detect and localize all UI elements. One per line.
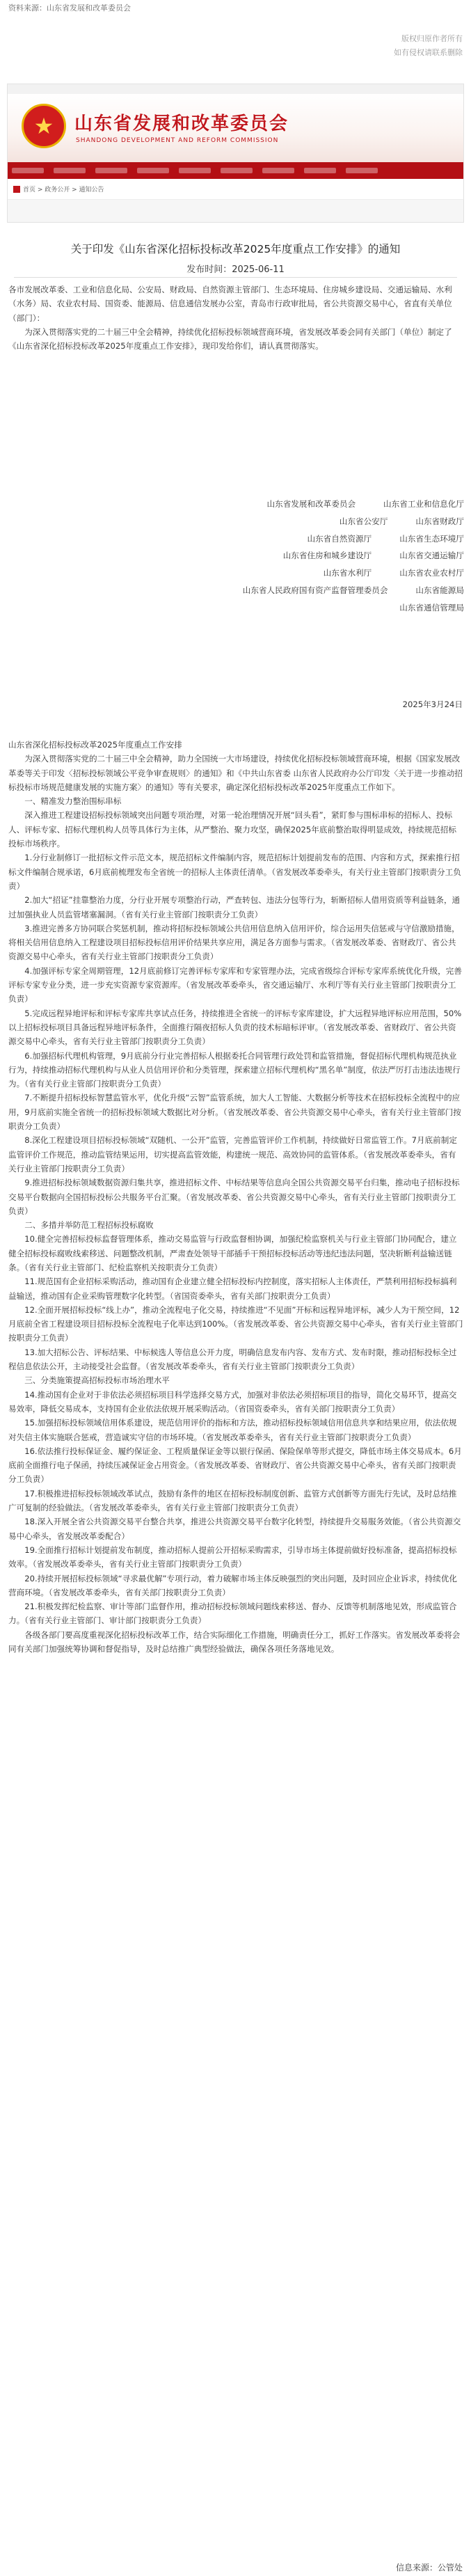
site-nav-bar[interactable] [8,162,463,179]
org-row [0,582,471,599]
org-row [0,547,471,564]
paragraph: 10.健全完善招标投标监督管理体系，推动交易监管与行政监督相协调，加强纪检监察机关与行业主管部门协同配合，建立健全招标投标腐败线索移送、问题整改机制，严肃查处领导干部插手干预招标投标活动等违纪违法问题，坚决斩断利益输送链条。（省有关行业主管部门、纪检监察机关按职责分工负责） [8,1234,457,1272]
org-name: 山东省公安厅 [339,516,388,526]
plan-title: 山东省深化招标投标改革2025年度重点工作安排 [8,740,182,750]
org-name: 山东省能源局 [415,585,464,595]
page-title: 关于印发《山东省深化招标投标改革2025年度重点工作安排》的通知 [70,243,401,255]
paragraph: 7.不断提升招标投标智慧监管水平，优化升级“云智”监管系统，加大人工智能、大数据分析等技术在招标投标全流程中的应用，9月底前实施全省统一的招标投标领域大数据比对分析。（省发展改革委、省公共资源交易中心牵头，省有关行业主管部门按职责分工负责） [8,1093,461,1132]
site-name-cn: 山东省发展和改革委员会 [74,113,289,134]
paragraph: 各级各部门要高度重视深化招标投标改革工作，结合实际细化工作措施，明确责任分工，抓好工作落实。省发展改革委将会同有关部门加强统筹协调和督促指导，及时总结推广典型经验做法，确保各项任务落地见效。 [8,1629,461,1654]
org-row [0,496,471,513]
paragraph: 深入推进工程建设招标投标领域突出问题专项治理，对第一轮治理情况开展“回头看”，紧盯参与围标串标的招标人、投标人、评标专家、招标代理机构人员等具体行为主体，从严整治、聚力攻坚，确保2025年底前整治取得明显成效，持续规范招标投标市场秩序。 [8,810,456,849]
section-heading: 一、精准发力整治围标串标 [24,796,122,807]
section-heading: 二、多措并举防范工程招标投标腐败 [24,1220,154,1231]
divider [14,277,457,278]
section-heading: 三、分类施策提高招标投标市场治理水平 [24,1375,170,1386]
paragraph: 21.积极发挥纪检监察、审计等部门监督作用，推动招标投标领域问题线索移送、督办、反馈等机制落地见效，形成监管合力。（省有关行业主管部门、审计部门按职责分工负责） [8,1602,457,1626]
publish-date: 发布时间：2025-06-11 [186,264,285,275]
paragraph: 12.全面开展招标投标“线上办”，推动全流程电子化交易，持续推进“不见面”开标和远程异地评标，减少人为干预空间，12月底前全省工程建设项目招标投标全流程电子化率达到100%。（省发展改革委、省公共资源交易中心牵头，省有关行业主管部门按职责分工负责） [8,1304,463,1343]
paragraph: 11.规范国有企业招标采购活动，推动国有企业建立健全招标投标内控制度，落实招标人主体责任，严禁利用招标投标搞利益输送，推动国有企业采购管理数字化转型。（省国资委牵头，省有关部门按职责分工负责） [8,1277,457,1301]
paragraph: 3.推进完善多方协同联合奖惩机制，推动将招标投标领域公共信用信息纳入信用评价，综合运用失信惩戒与守信激励措施，将相关信用信息纳入工程建设项目招标投标信用评价结果共享应用，满足各方面参与需求。（省发展改革委、省财政厅、省公共资源交易中心牵头，省有关行业主管部门按职责分工负责） [8,923,460,962]
paragraph: 6.加强招标代理机构管理，9月底前分行业完善招标人根据委托合同管理行政处罚和监管措施，督促招标代理机构规范执业行为，持续推动招标代理机构与从业人员信用评价和分类管理，探索建立招标代理机构“黑名单”制度，依法严厉打击违法违规行为。（省有关行业主管部门按职责分工负责） [8,1050,461,1089]
org-row [0,530,471,548]
site-utility-bar [8,84,463,94]
org-name: 山东省住房和城乡建设厅 [282,551,372,561]
issuing-orgs [0,496,471,617]
paragraph: 20.持续开展招标投标领域“寻求最优解”专项行动，着力破解市场主体反映强烈的突出问题，及时回应企业诉求，持续优化营商环境。（省发展改革委牵头，省有关部门按职责分工负责） [8,1573,457,1597]
paragraph: 4.加强评标专家全周期管理，12月底前修订完善评标专家库和专家管理办法，完成省级综合评标专家库系统优化升级，完善评标专家专业分类，进一步充实资源专家资源库。（省发展改革委牵头，省交通运输厅、水利厅等有关行业主管部门按职责分工负责） [8,965,462,1004]
org-name: 山东省工业和信息化厅 [383,499,464,509]
paragraph: 14.推动国有企业对于非依法必须招标项目科学选择交易方式，加强对非依法必须招标项目的指导，简化交易环节，提高交易效率，降低交易成本，支持国有企业依法依规开展采购活动。（省国资委牵头，省有关部门按职责分工负责） [8,1389,457,1414]
copyright-notice [394,32,463,60]
notice-line-1: 版权归原作者所有 [401,34,463,43]
addressee: 各市发展改革委、工业和信息化局、公安局、财政局、自然资源主管部门、生态环境局、住房城乡建设局、交通运输局、水利（水务）局、农业农村局、国资委、能源局、信息通信发展办公室，青岛市行政审批局，省公共资源交易中心，省直有关单位（部门）： [8,285,452,323]
work-plan [8,738,464,1656]
site-name-en: SHANDONG DEVELOPMENT AND REFORM COMMISSION [76,137,279,144]
paragraph: 19.全面推行招标计划提前发布制度，推动招标人提前公开招标采购需求，引导市场主体提前做好投标准备，提高招标投标效率。（省发展改革委牵头，省有关行业主管部门按职责分工负责） [8,1544,457,1570]
site-screenshot [7,84,464,223]
org-name: 山东省发展和改革委员会 [266,499,356,509]
paragraph: 8.深化工程建设项目招标投标领域“双随机、一公开”监管，完善监管评价工作机制，持续做好日常监管工作。7月底前制定监管评价工作规范，推动监管结果运用，切实提高监管效能，构建统一规范、高效协同的监管体系。（省发展改革委牵头，省有关行业主管部门按职责分工负责） [8,1135,457,1174]
paragraph: 18.深入开展全省公共资源交易平台整合共享，推进公共资源交易平台数字化转型，持续提升交易服务效能。（省公共资源交易中心牵头，省发展改革委配合） [8,1517,461,1541]
org-name: 山东省通信管理局 [399,602,464,613]
org-name: 山东省人民政府国有资产监督管理委员会 [242,585,388,595]
paragraph: 9.推进招标投标领域数据资源归集共享，推进招标文件、中标结果等信息向全国公共资源交易平台归集，推动电子招标投标交易平台数据向全国招标投标公共服务平台汇聚。（省发展改革委、省公共资源交易中心牵头，省有关行业主管部门按职责分工负责） [8,1178,460,1216]
paragraph: 5.完成远程异地评标和评标专家库共享试点任务，持续推进全省统一的评标专家库建设，扩大远程异地评标应用范围，50%以上招标投标项目具备远程异地评标条件，全面推行隔夜招标人负责的技术标暗标评审。（省发展改革委、省财政厅、省公共资源交易中心牵头，省有关行业主管部门按职责分工负责） [8,1008,462,1047]
site-banner [8,94,463,162]
org-row [0,599,471,617]
paragraph: 15.加强招标投标领域信用体系建设，规范信用评价的指标和方法，推动招标投标领域信用信息共享和结果应用，依法依规对失信主体实施联合惩戒，营造诚实守信的市场环境。（省发展改革委牵头，省有关行业主管部门按职责分工负责） [8,1418,457,1442]
org-name: 山东省财政厅 [415,516,464,526]
notice-line-2: 如有侵权请联系删除 [394,48,463,57]
paragraph: 17.积极推进招标投标领域改革试点，鼓励有条件的地区在招标投标制度创新、监管方式创新等方面先行先试，及时总结推广可复制的经验做法。（省发展改革委牵头，省有关行业主管部门按职责分工负责） [8,1488,457,1513]
sign-date: 2025年3月24日 [402,700,463,709]
home-icon[interactable] [13,186,20,193]
org-name: 山东省自然资源厅 [307,533,372,544]
info-source: 信息来源：公管处 [395,2563,463,2573]
org-row [0,564,471,582]
org-name: 山东省交通运输厅 [399,551,464,561]
source-label: 资料来源：山东省发展和改革委员会 [8,3,131,13]
national-emblem-icon: ★ [22,104,66,148]
paragraph: 1.分行业制修订一批招标文件示范文本，规范招标文件编制内容，规范招标计划提前发布的范围、内容和方式，探索推行招标文件编制合规承诺，6月底前梳理发布全省统一的招标人主体责任清单。（省发展改革委牵头，有关行业主管部门按职责分工负责） [8,853,461,891]
intro-paragraph: 为深入贯彻落实党的二十届三中全会精神，持续优化招标投标领域营商环境，省发展改革委会同有关部门（单位）制定了《山东省深化招标投标改革2025年度重点工作安排》，现印发给你们，请认真贯彻落实。 [8,326,452,351]
notice-body [8,283,464,353]
paragraph: 为深入贯彻落实党的二十届三中全会精神，助力全国统一大市场建设，持续优化招标投标领域营商环境，根据《国家发展改革委等关于印发〈招标投标领域公平竞争审查规则〉的通知》和《中共山东省委 山东省人民政府办公厅印发〈关于进一步推动招标投标市场规范健康发展的实施方案〉的通知》等有关要求，确定深化招标投标改革2025年度重点工作如下。 [8,754,463,792]
org-name: 山东省农业农村厅 [399,568,464,578]
breadcrumb-text[interactable]: 首页 > 政务公开 > 通知公告 [23,187,104,193]
org-name: 山东省生态环境厅 [399,533,464,544]
paragraph: 2.加大“招证”挂靠整治力度，分行业开展专项整治行动，严查转包、违法分包等行为，斩断招标人借用资质等利益链条，通过加强执业人员监管堵塞漏洞。（省有关行业主管部门按职责分工负责） [8,895,461,919]
source-line [0,0,471,15]
org-row [0,513,471,530]
breadcrumb[interactable] [8,179,463,200]
paragraph: 13.加大招标公告、评标结果、中标候选人等信息公开力度，明确信息发布内容、发布方式、发布时限，推动招标投标全过程信息依法公开，主动接受社会监督。（省发展改革委牵头，省有关行业主管部门按职责分工负责） [8,1347,457,1372]
org-name: 山东省水利厅 [323,568,372,578]
paragraph: 16.依法推行投标保证金、履约保证金、工程质量保证金等以银行保函、保险保单等形式提交，降低市场主体交易成本。6月底前全面推行电子保函，持续压减保证金占用资金。（省发展改革委、省财政厅、省公共资源交易中心牵头，省有关部门按职责分工负责） [8,1446,462,1485]
content-header-gap [8,200,463,223]
